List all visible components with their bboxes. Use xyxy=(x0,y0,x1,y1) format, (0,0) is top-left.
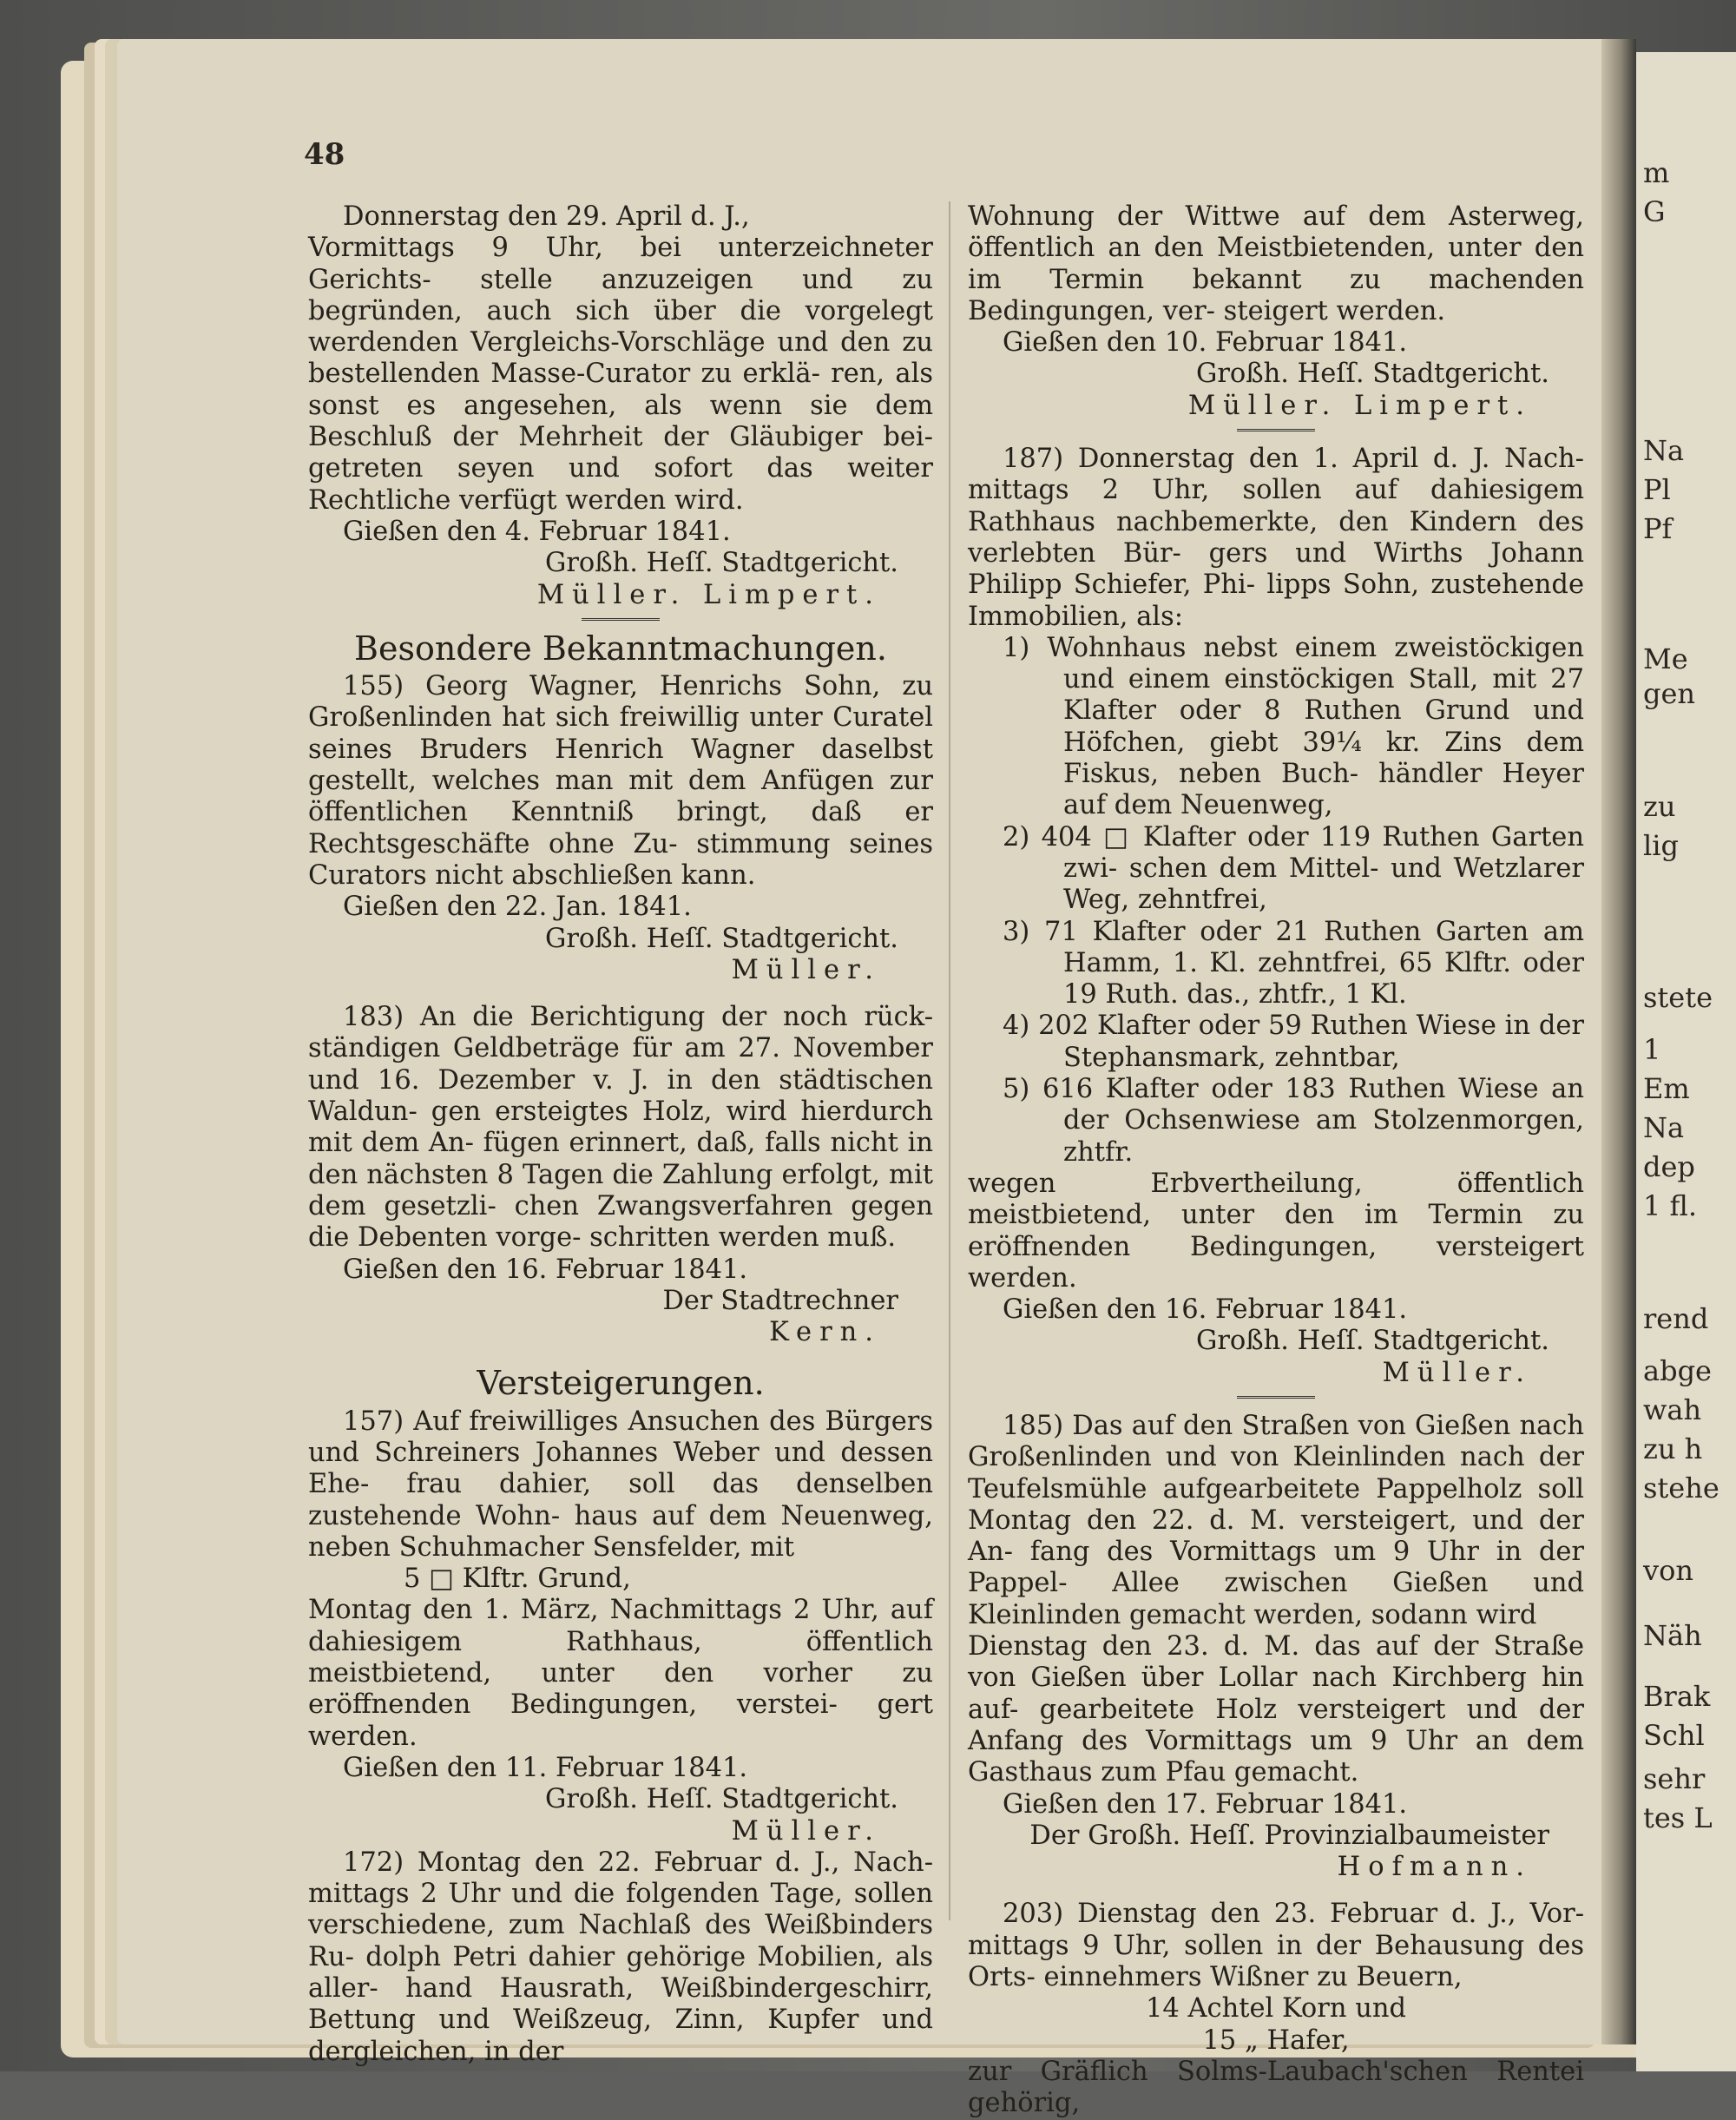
notice-183-name: Kern. xyxy=(769,1317,881,1348)
notice-187-date: Gießen den 16. Februar 1841. xyxy=(1003,1294,1408,1326)
notice-187-item-1: 1) Wohnhaus nebst einem zweistöckigen und einem einstöckigen Stall, mit 27 Klafter oder 8 Ruthen Grund und Höfchen, giebt 39¼ kr. Zins dem Fiskus, neben Buch- händler Heyer auf dem Neuenweg, xyxy=(1003,632,1584,821)
page-number: 48 xyxy=(304,137,345,172)
notice-157-date: Gießen den 11. Februar 1841. xyxy=(343,1752,748,1783)
next-page-fragment: Na xyxy=(1643,1111,1685,1144)
section-rule xyxy=(582,618,660,621)
notice-157-name: Müller. xyxy=(731,1815,881,1847)
next-page-fragment: G xyxy=(1643,195,1666,228)
next-page-fragment: tes L xyxy=(1643,1801,1713,1834)
next-page-fragment: m xyxy=(1643,156,1670,189)
notice-155-date: Gießen den 22. Jan. 1841. xyxy=(343,892,692,923)
notice-187-item-5: 5) 616 Klafter oder 183 Ruthen Wiese an der Ochsenwiese am Stolzenmorgen, zhtfr. xyxy=(1003,1074,1584,1168)
section-rule-right-2 xyxy=(1237,1396,1315,1399)
notice-187-name: Müller. xyxy=(1382,1357,1532,1388)
notice-187-item-4: 4) 202 Klafter oder 59 Ruthen Wiese in der Stephansmark, zehntbar, xyxy=(1003,1011,1584,1073)
next-page-fragment: Me xyxy=(1643,642,1688,675)
next-page-fragment: abge xyxy=(1643,1354,1712,1387)
next-page-fragment: Pl xyxy=(1643,473,1671,506)
next-page-fragment: Pf xyxy=(1643,512,1673,545)
notice-172: 172) Montag den 22. Februar d. J., Nach- mittags 2 Uhr und die folgenden Tage, sollen verschiedene, zum Nachlaß des Weißbinders Ru- dolph Petri dahier gehörige Mobilien, als aller- hand Hausrath, Weißbindergeschirr, Bettung und Weißzeug, Zinn, Kupfer und dergleichen, in der xyxy=(308,1847,933,2067)
notice-183-office: Der Stadtrechner xyxy=(662,1285,898,1316)
next-page-edge xyxy=(1636,52,1736,2071)
next-page-fragment: Brak xyxy=(1643,1680,1711,1713)
intro-date: Gießen den 4. Februar 1841. xyxy=(343,516,731,547)
left-column xyxy=(308,201,933,2068)
next-page-fragment: 1 fl. xyxy=(1643,1189,1698,1222)
next-page-fragment: Näh xyxy=(1643,1619,1702,1652)
book-gutter xyxy=(1601,39,1636,2044)
next-page-fragment: Em xyxy=(1643,1072,1690,1105)
heading-special: Besondere Bekanntmachungen. xyxy=(354,629,887,668)
notice-203-rest: zur Gräflich Solms-Laubach'schen Rentei gehörig, xyxy=(968,2056,1584,2119)
next-page-fragment: lig xyxy=(1643,829,1679,862)
notice-187-item-3: 3) 71 Klafter oder 21 Ruthen Garten am Hamm, 1. Kl. zehntfrei, 65 Klftr. oder 19 Ruth. das., zhtfr., 1 Kl. xyxy=(1003,916,1584,1011)
intro-text: Vormittags 9 Uhr, bei unterzeichneter Gerichts- stelle anzuzeigen und zu begründen, auch sich über die vorgelegt werdenden Vergleichs-Vorschläge und den zu bestellenden Masse-Curator zu erklä- ren, als sonst es angesehen, als wenn sie dem Beschluß der Mehrheit der Gläubiger bei- getreten seyen und sofort das weiter Rechtliche verfügt werden wird. xyxy=(308,233,933,516)
notice-157-rest: Montag den 1. März, Nachmittags 2 Uhr, auf dahiesigem Rathhaus, öffentlich meistbietend, unter den vorher zu eröffnenden Bedingungen, verstei- gert werden. xyxy=(308,1595,933,1752)
next-page-fragment: rend xyxy=(1643,1302,1709,1335)
next-page-fragment: wah xyxy=(1643,1393,1702,1426)
intro-court: Großh. Heſſ. Stadtgericht. xyxy=(544,548,898,579)
next-page-fragment: zu xyxy=(1643,790,1676,823)
cont-names: Müller. Limpert. xyxy=(1187,390,1532,421)
next-page-fragment: 1 xyxy=(1643,1033,1661,1066)
notice-203-item-1: 14 Achtel Korn und xyxy=(1145,1993,1407,2025)
notice-203: 203) Dienstag den 23. Februar d. J., Vor- mittags 9 Uhr, sollen in der Behausung des Orts- einnehmers Wißner zu Beuern, xyxy=(968,1899,1584,1993)
cont-court: Großh. Heſſ. Stadtgericht. xyxy=(1195,359,1549,390)
notice-203-item-2: 15 „ Hafer, xyxy=(1202,2025,1350,2056)
intro-names: Müller. Limpert. xyxy=(536,579,881,610)
notice-187-item-2: 2) 404 □ Klafter oder 119 Ruthen Garten zwi- schen dem Mittel- und Wetzlarer Weg, zehntfrei, xyxy=(1003,821,1584,916)
notice-185-rest: Dienstag den 23. d. M. das auf der Straße von Gießen über Lollar nach Kirchberg hin auf- gearbeitete Holz versteigert und der Anfang des Vormittags um 9 Uhr an dem Gasthaus zum Pfau gemacht. xyxy=(968,1631,1584,1788)
right-column xyxy=(968,201,1584,2120)
next-page-fragment: Schl xyxy=(1643,1719,1705,1752)
cont-text: Wohnung der Wittwe auf dem Asterweg, öffentlich an den Meistbietenden, unter den im Termin bekannt zu machenden Bedingungen, ver- steigert werden. xyxy=(968,201,1584,326)
next-page-fragment: zu h xyxy=(1643,1432,1703,1465)
notice-155-name: Müller. xyxy=(731,954,881,985)
cont-date: Gießen den 10. Februar 1841. xyxy=(1003,327,1408,359)
notice-187: 187) Donnerstag den 1. April d. J. Nach- mittags 2 Uhr, sollen auf dahiesigem Rathhaus nachbemerkte, den Kindern des verlebten Bür- gers und Wirths Johann Philipp Schiefer, Phi- lipps Sohn, zustehende Immobilien, als: xyxy=(968,444,1584,632)
heading-auction: Versteigerungen. xyxy=(477,1364,765,1403)
notice-185-name: Hofmann. xyxy=(1337,1852,1532,1883)
notice-185-date: Gießen den 17. Februar 1841. xyxy=(1003,1788,1408,1820)
notice-157-court: Großh. Heſſ. Stadtgericht. xyxy=(544,1784,898,1815)
next-page-fragment: dep xyxy=(1643,1150,1695,1183)
next-page-fragment: Na xyxy=(1643,434,1685,467)
next-page-fragment: stete xyxy=(1643,981,1713,1014)
notice-157-item: 5 □ Klftr. Grund, xyxy=(404,1564,631,1595)
notice-155-court: Großh. Heſſ. Stadtgericht. xyxy=(544,923,898,954)
notice-183-date: Gießen den 16. Februar 1841. xyxy=(343,1254,748,1285)
next-page-fragment: sehr xyxy=(1643,1762,1706,1795)
section-rule-right xyxy=(1237,429,1315,431)
column-divider xyxy=(949,201,950,1920)
next-page-fragment: stehe xyxy=(1643,1471,1720,1504)
notice-155: 155) Georg Wagner, Henrichs Sohn, zu Großenlinden hat sich freiwillig unter Curatel seines Bruders Henrich Wagner daselbst gestellt, welches man mit dem Anfügen zur öffentlichen Kenntniß bringt, daß er Rechtsgeschäfte ohne Zu- stimmung seines Curators nicht abschließen kann. xyxy=(308,671,933,891)
notice-187-rest: wegen Erbvertheilung, öffentlich meistbietend, unter den im Termin zu eröffnenden Bedingungen, versteigert werden. xyxy=(968,1168,1584,1294)
notice-183: 183) An die Berichtigung der noch rück- ständigen Geldbeträge für am 27. November und 16. Dezember v. J. in den städtischen Waldun- gen ersteigtes Holz, wird hierdurch mit dem An- fügen erinnert, daß, falls nicht in den nächsten 8 Tagen die Zahlung erfolgt, mit dem gesetzli- chen Zwangsverfahren gegen die Debenten vorge- schritten werden muß. xyxy=(308,1002,933,1254)
intro-line: Donnerstag den 29. April d. J., xyxy=(343,201,750,232)
next-page-fragment: gen xyxy=(1643,677,1696,710)
notice-157: 157) Auf freiwilliges Ansuchen des Bürgers und Schreiners Johannes Weber und dessen Ehe- frau dahier, soll das denselben zustehende Wohn- haus auf dem Neuenweg, neben Schuhmacher Sensfelder, mit xyxy=(308,1406,933,1563)
notice-187-court: Großh. Heſſ. Stadtgericht. xyxy=(1195,1326,1549,1357)
next-page-fragment: von xyxy=(1643,1554,1693,1587)
notice-185: 185) Das auf den Straßen von Gießen nach Großenlinden und von Kleinlinden nach der Teufelsmühle aufgearbeitete Pappelholz soll Montag den 22. d. M. versteigert, und der An- fang des Vormittags um 9 Uhr in der Pappel- Allee zwischen Gießen und Kleinlinden gemacht werden, sodann wird xyxy=(968,1410,1584,1630)
notice-185-office: Der Großh. Heſſ. Provinzialbaumeister xyxy=(1029,1820,1549,1851)
